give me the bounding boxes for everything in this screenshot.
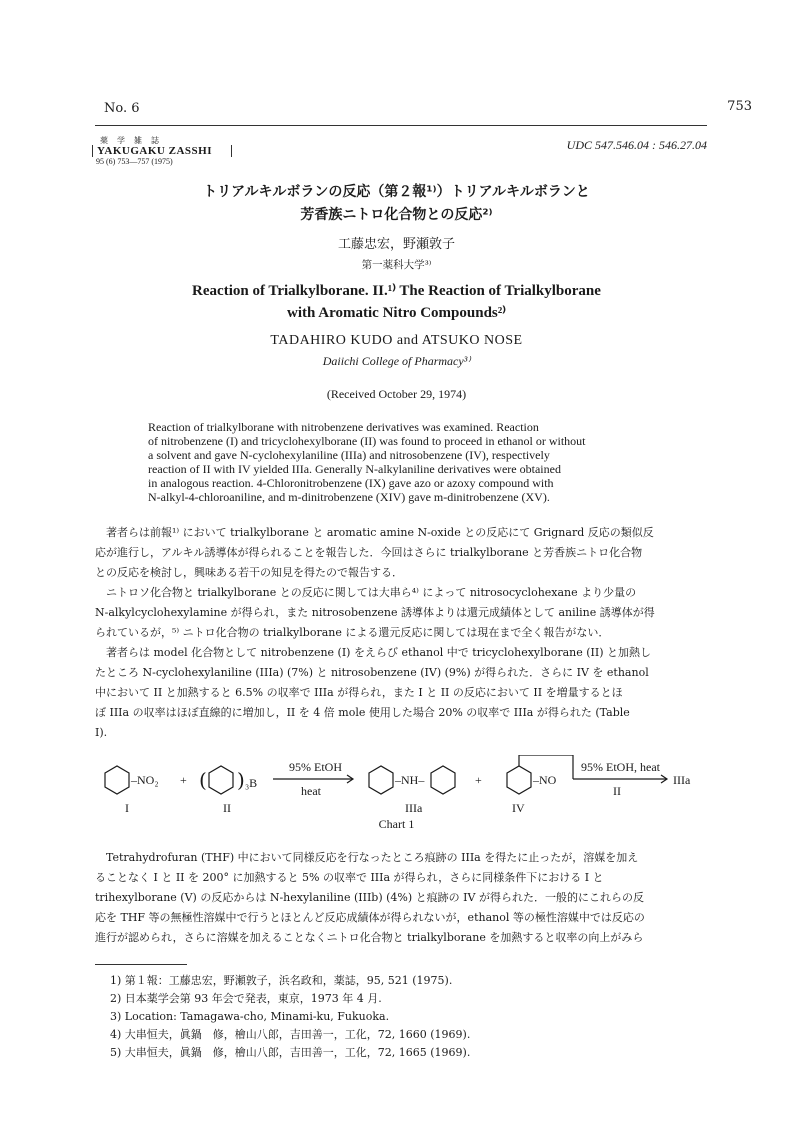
jp-authors: 工藤忠宏，野瀬敦子 <box>337 237 455 252</box>
body-text-line: 応が進行し，アルキル誘導体が得られることを報告した．今回はさらに trialkylborane と芳香族ニトロ化合物 <box>95 546 643 559</box>
jp-title-line-2: 芳香族ニトロ化合物との反応²⁾ <box>300 207 493 223</box>
body-text-line: 著者らは model 化合物として nitrobenzene (I) をえらび ethanol 中で tricyclohexylborane (II) と加熱し <box>95 646 652 659</box>
jp-title-line-1: トリアルキルボランの反応（第２報¹⁾）トリアルキルボランと <box>203 184 590 200</box>
condition-label-1: heat <box>301 784 321 798</box>
en-affiliation: Daiichi College of Pharmacy³⁾ <box>322 354 471 368</box>
body-text-line: ることなく I と II を 200° に加熱すると 5% の収率で IIIa が得られ，さらに同様条件下における I と <box>95 871 604 884</box>
product-label: IIIa <box>673 773 691 787</box>
footnote: 2) 日本薬学会第 93 年会で発表，東京，1973 年 4 月. <box>110 992 382 1005</box>
footnote: 4) 大串恒夫，眞鍋 修，檜山八郎，吉田善一，工化，72, 1660 (1969). <box>110 1028 471 1041</box>
abstract-line: N-alkyl-4-chloroaniline, and m-dinitrobenzene (XIV) gave m-dinitrobenzene (XV). <box>148 490 550 504</box>
cyclohexyl-ring-IIIa <box>431 766 455 794</box>
abstract-line: reaction of II with IV yielded IIIa. Generally N-alkylaniline derivatives were obtained <box>148 462 561 476</box>
plus-sign-1: + <box>180 773 187 787</box>
reagent-label-2: 95% EtOH, heat <box>581 760 660 774</box>
abstract-line: a solvent and gave N-cyclohexylaniline (IIIa) and nitrosobenzene (IV), respectively <box>148 448 550 462</box>
body-text-line: 中において II と加熱すると 6.5% の収率で IIIa が得られ，また I と II の反応において II を増量するとほ <box>95 686 623 699</box>
journal-citation <box>92 136 232 167</box>
reaction-scheme <box>95 755 715 815</box>
abstract-line: of nitrobenzene (I) and tricyclohexylborane (II) was found to proceed in ethanol or without <box>148 434 586 448</box>
body-text-line: たところ N-cyclohexylaniline (IIIa) (7%) と nitrosobenzene (IV) (9%) が得られた．さらに IV を ethanol <box>95 666 649 679</box>
jp-affiliation: 第一薬科大学³⁾ <box>361 259 432 271</box>
header-rule <box>95 125 707 126</box>
open-paren: ( <box>199 768 207 792</box>
chart-caption: Chart 1 <box>378 817 415 831</box>
en-authors: TADAHIRO KUDO and ATSUKO NOSE <box>270 333 523 348</box>
body-text-line: trihexylborane (V) の反応からは N-hexylaniline (IIIb) (4%) と痕跡の IV が得られた．一般的にこれらの反 <box>95 891 644 904</box>
page-number: 753 <box>727 99 752 114</box>
abstract-line: in analogous reaction. 4-Chloronitrobenzene (IX) gave azo or azoxy compound with <box>148 476 554 490</box>
compound-label-IV: IV <box>512 801 525 815</box>
body-text-line: 著者らは前報¹⁾ において trialkylborane と aromatic amine N-oxide との反応にて Grignard 反応の類似反 <box>95 526 654 539</box>
benzene-ring-IIIa <box>369 766 393 794</box>
udc-code: UDC 547.546.04 : 546.27.04 <box>566 138 707 152</box>
benzene-ring-I <box>105 766 129 794</box>
footnote: 3) Location: Tamagawa-cho, Minami-ku, Fukuoka. <box>110 1010 390 1023</box>
en-title-line-1: Reaction of Trialkylborane. II.¹⁾ The Reaction of Trialkylborane <box>192 283 601 299</box>
condition-label-2: II <box>613 784 621 798</box>
compound-label-II: II <box>223 801 231 815</box>
cyclohexyl-ring-II <box>209 766 233 794</box>
borane-label: ₃B <box>245 776 258 790</box>
received-date: (Received October 29, 1974) <box>326 387 467 401</box>
nitroso-group-label: –NO <box>533 773 557 787</box>
issue-number: No. 6 <box>104 101 140 116</box>
close-paren: ) <box>237 768 245 792</box>
body-text-line: Tetrahydrofuran (THF) 中において同様反応を行なったところ痕跡の IIIa を得たに止ったが，溶媒を加え <box>95 851 639 864</box>
footnote: 5) 大串恒夫，眞鍋 修，檜山八郎，吉田善一，工化，72, 1665 (1969). <box>110 1046 471 1059</box>
body-text-line: られているが，⁵⁾ ニトロ化合物の trialkylborane による還元反応に関しては現在まで全く報告がない． <box>95 626 610 639</box>
reagent-label-1: 95% EtOH <box>289 760 342 774</box>
plus-sign-2: + <box>475 773 482 787</box>
journal-name: YAKUGAKU ZASSHI <box>92 145 232 157</box>
compound-label-IIIa: IIIa <box>405 801 423 815</box>
body-text-line: 応を THF 等の無極性溶媒中で行うとほとんど反応成績体が得られないが，ethanol 等の極性溶媒中では反応の <box>95 911 645 924</box>
body-text-line: ニトロソ化合物と trialkylborane との反応に関しては大串ら⁴⁾ によって nitrosocyclohexane より少量の <box>95 586 637 599</box>
journal-volume: 95 (6) 753—757 (1975) <box>96 157 173 166</box>
compound-label-I: I <box>125 801 129 815</box>
body-text-line: N-alkylcyclohexylamine が得られ，また nitrosobenzene 誘導体よりは還元成績体として aniline 誘導体が得 <box>95 606 655 619</box>
body-text-line: との反応を検討し，興味ある若干の知見を得たので報告する． <box>95 566 403 579</box>
body-text-line: 進行が認められ，さらに溶媒を加えることなくニトロ化合物と trialkylborane を加熱すると収率の向上がみら <box>95 931 644 944</box>
body-text-line: ぼ IIIa の収率はほぼ直線的に増加し，II を 4 倍 mole 使用した場合 20% の収率で IIIa が得られた (Table <box>95 706 630 719</box>
journal-ruby: 薬学雑誌 <box>100 136 168 145</box>
amine-linker-label: –NH– <box>395 773 425 787</box>
body-text-line: I). <box>95 726 108 739</box>
benzene-ring-IV <box>507 766 531 794</box>
footnote: 1) 第１報：工藤忠宏，野瀬敦子，浜名政和，薬誌，95, 521 (1975). <box>110 974 453 987</box>
en-title-line-2: with Aromatic Nitro Compounds²⁾ <box>287 305 506 321</box>
abstract-line: Reaction of trialkylborane with nitrobenzene derivatives was examined. Reaction <box>148 420 539 434</box>
nitro-group-label: –NO₂ <box>131 773 159 787</box>
footnote-rule <box>95 964 187 965</box>
